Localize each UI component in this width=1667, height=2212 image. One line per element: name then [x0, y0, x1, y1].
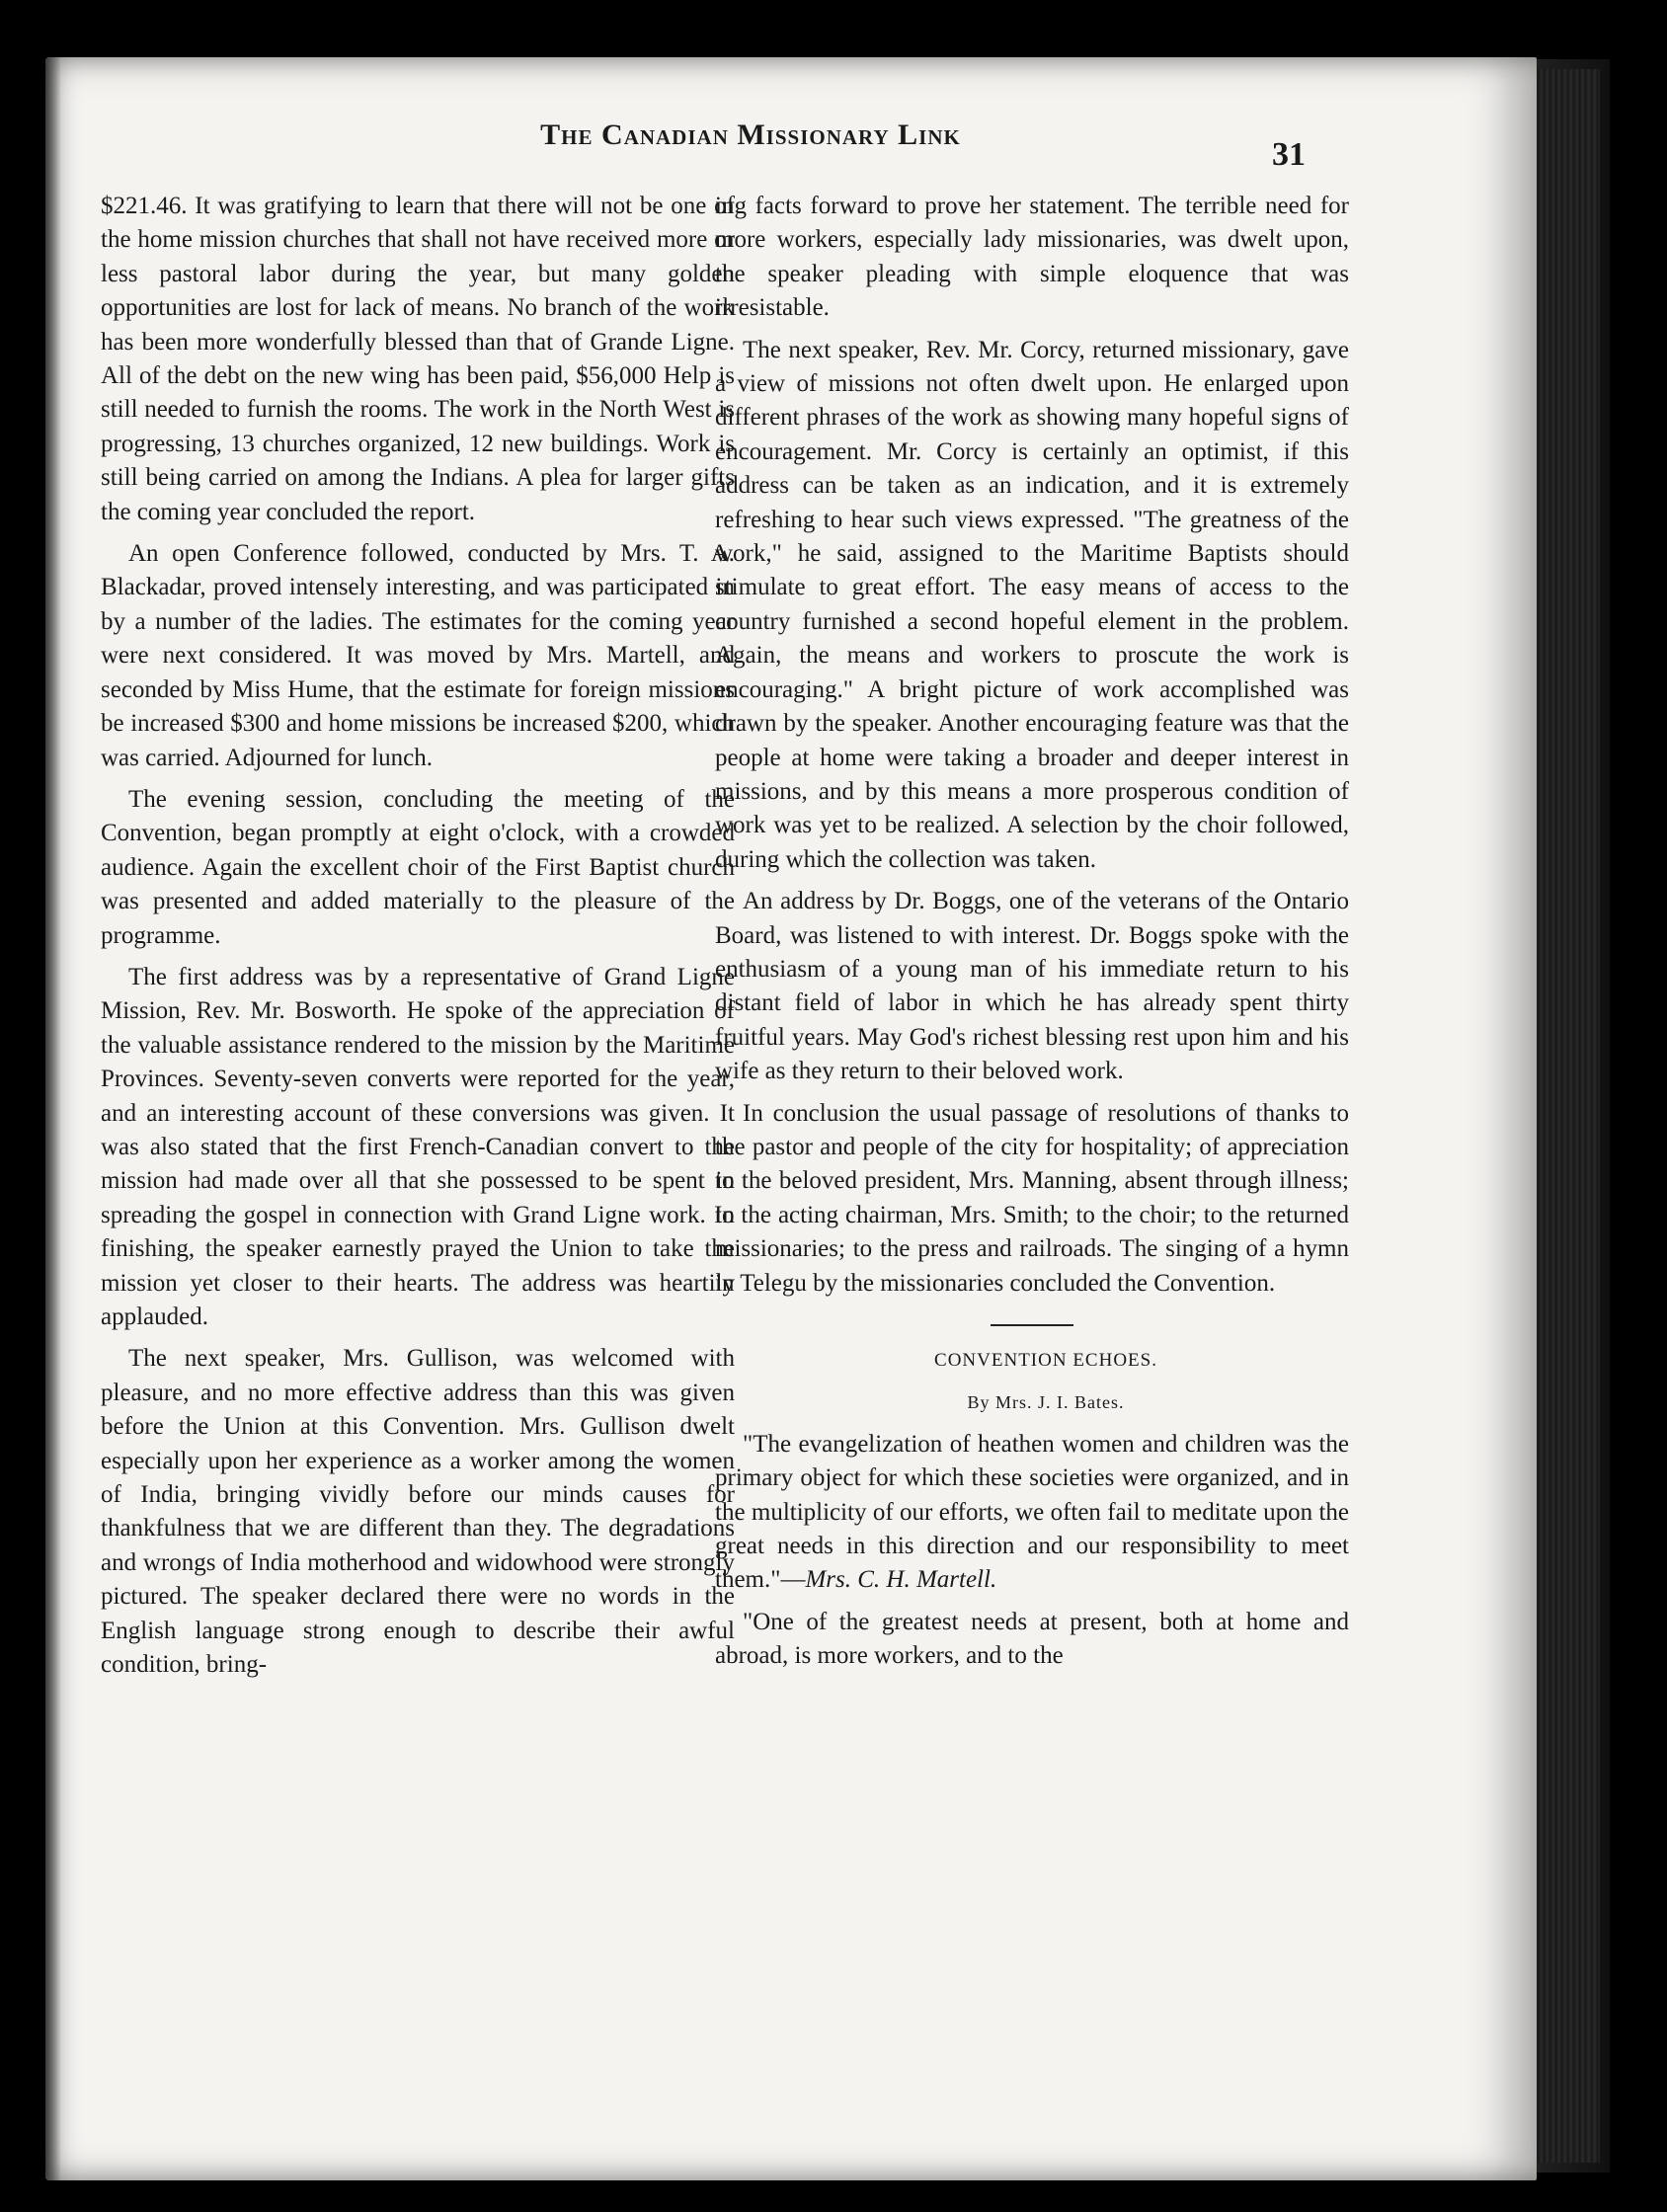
- paragraph: An address by Dr. Boggs, one of the veterans of the Ontario Board, was listened to with interest. Dr. Boggs spoke with the enthusiasm of a young man of his immediate return to his distant field of labor in which he has already spent thirty fruitful years. May God's richest blessing rest upon him and his wife as they return to their beloved work.: [715, 888, 1349, 1085]
- section-title: CONVENTION ECHOES.: [934, 1350, 1157, 1371]
- paragraph: The first address was by a representative of Grand Ligne Mission, Rev. Mr. Bosworth. He spoke of the appreciation of the valuable assistance rendered to the mission by the Maritime Provinces. Seventy-seven converts were reported for the year, and an interesting account of these conversions was given. It was also stated that the first French-Canadian convert to the mission had made over all that she possessed to be spent in spreading the gospel in connection with Grand Ligne work. In finishing, the speaker earnestly prayed the Union to take the mission yet closer to their hearts. The address was heartily applauded.: [101, 963, 735, 1330]
- paragraph: The evening session, concluding the meeting of the Convention, began promptly at eight o'clock, with a crowded audience. Again the excellent choir of the First Baptist church was presented and added materially to the pleasure of the programme.: [101, 785, 735, 949]
- quote-text: "The evangelization of heathen women and children was the primary object for which these societies were organized, and in the multiplicity of our efforts, we often fail to meditate upon the great needs in this direction and our responsibility to meet them."—: [715, 1430, 1349, 1594]
- paragraph: In conclusion the usual passage of resolutions of thanks to the pastor and people of the city for hospitality; of appreciation to the beloved president, Mrs. Manning, absent through illness; to the acting chairman, Mrs. Smith; to the choir; to the returned missionaries; to the press and railroads. The singing of a hymn in Telegu by the missionaries concluded the Convention.: [715, 1099, 1349, 1297]
- quote-author: Mrs. C. H. Martell.: [805, 1566, 997, 1594]
- quote-paragraph: "One of the greatest needs at present, both at home and abroad, is more workers, and to the: [715, 1608, 1349, 1670]
- section-byline: By Mrs. J. I. Bates.: [967, 1392, 1125, 1413]
- paragraph: The next speaker, Rev. Mr. Corcy, returned missionary, gave a view of missions not often dwelt upon. He enlarged upon different phrases of the work as showing many hopeful signs of encouragement. Mr. Corcy is certainly an optimist, if this address can be taken as an indication, and it is extremely refreshing to hear such views expressed. "The greatness of the work," he said, assigned to the Maritime Baptists should stimulate to great effort. The easy means of access to the country furnished a second hopeful element in the problem. Again, the means and workers to proscute the work is encouraging." A bright picture of work accomplished was drawn by the speaker. Another encouraging feature was that the people at home were taking a broader and deeper interest in missions, and by this means a more prosperous condition of work was yet to be realized. A selection by the choir followed, during which the collection was taken.: [715, 336, 1349, 873]
- section-divider: [991, 1324, 1073, 1326]
- paragraph: An open Conference followed, conducted by Mrs. T. A. Blackadar, proved intensely interesting, and was participated in by a number of the ladies. The estimates for the coming year were next considered. It was moved by Mrs. Martell, and seconded by Miss Hume, that the estimate for foreign missions be increased $300 and home missions be increased $200, which was carried. Adjourned for lunch.: [101, 540, 735, 771]
- right-column: [715, 190, 1349, 1682]
- running-head: The Canadian Missionary Link: [540, 118, 961, 151]
- gutter-shadow: [45, 57, 61, 2180]
- paragraph: The next speaker, Mrs. Gullison, was welcomed with pleasure, and no more effective address than this was given before the Union at this Convention. Mrs. Gullison dwelt especially upon her experience as a worker among the women of India, bringing vividly before our minds causes for thankfulness that we are different than they. The degradations and wrongs of India motherhood and widowhood were strongly pictured. The speaker declared there were no words in the English language strong enough to describe their awful condition, bring-: [101, 1345, 735, 1679]
- quote-paragraph: [715, 1428, 1349, 1598]
- page-number: 31: [1272, 136, 1306, 173]
- paragraph: ing facts forward to prove her statement. The terrible need for more workers, especially lady missionaries, was dwelt upon, the speaker pleading with simple eloquence that was irresistable.: [715, 193, 1349, 322]
- left-column: [101, 190, 735, 1690]
- paragraph: $221.46. It was gratifying to learn that there will not be one of the home mission churches that shall not have received more or less pastoral labor during the year, but many golden opportunities are lost for lack of means. No branch of the work has been more wonderfully blessed than that of Grande Ligne. All of the debt on the new wing has been paid, $56,000 Help is still needed to furnish the rooms. The work in the North West is progressing, 13 churches organized, 12 new buildings. Work is still being carried on among the Indians. A plea for larger gifts the coming year concluded the report.: [101, 193, 735, 525]
